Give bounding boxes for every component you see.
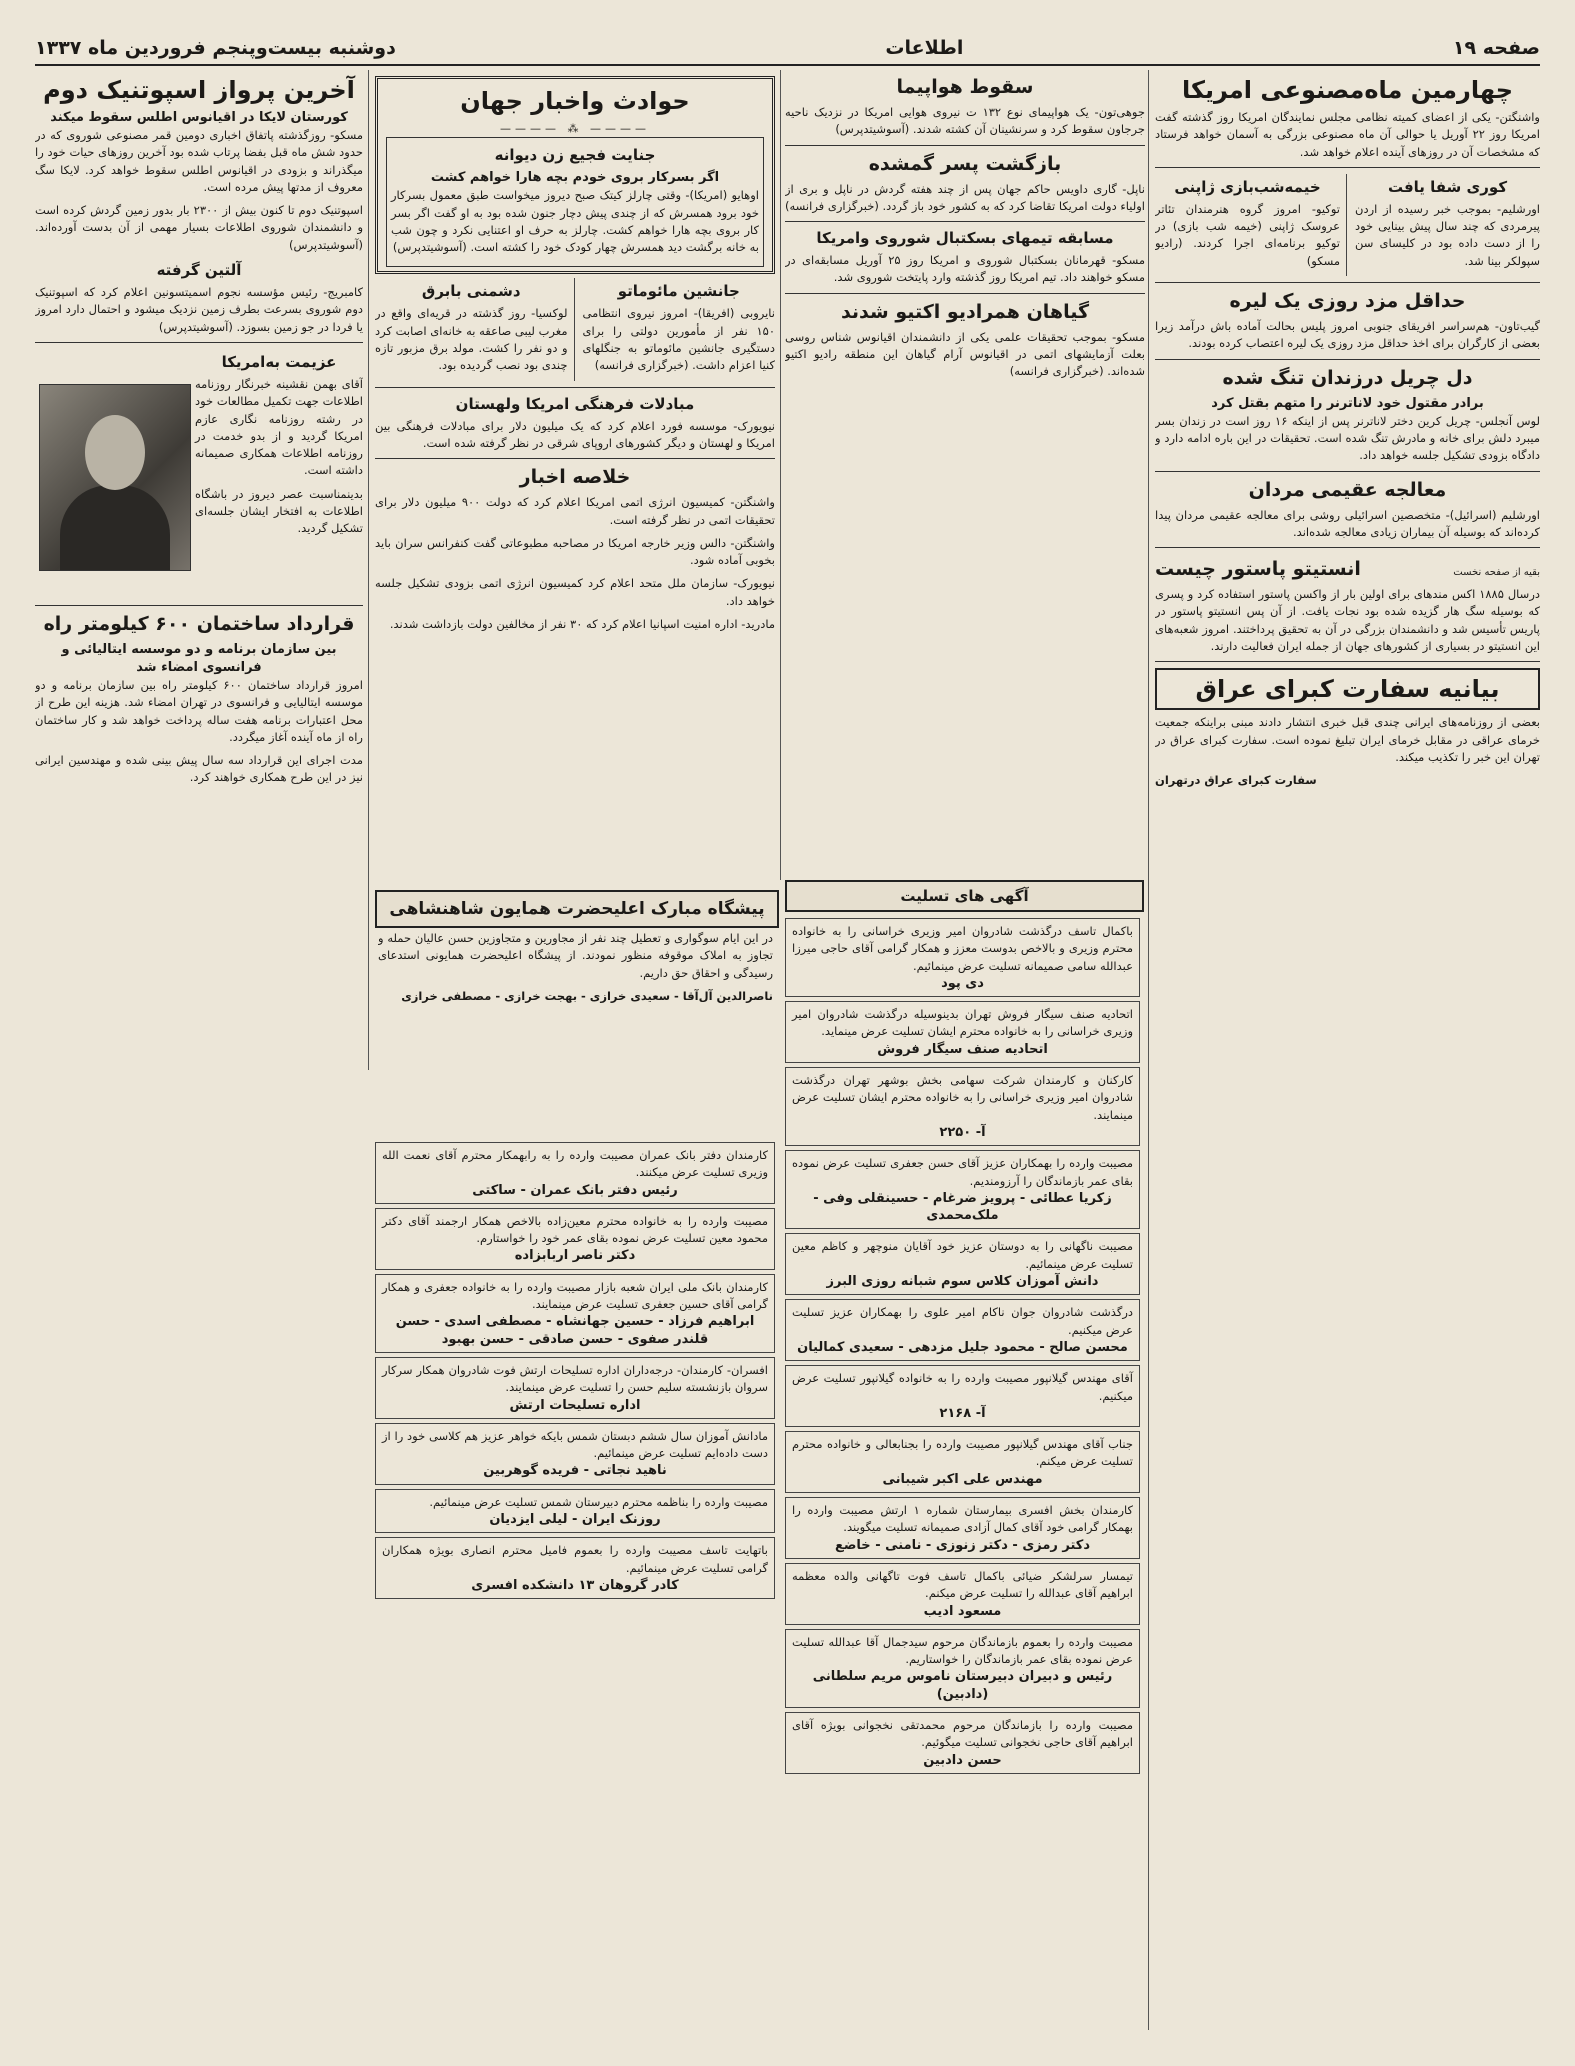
- left-column: [35, 72, 363, 2032]
- condolence-ad-signature: دکتر ناصر اربابزاده: [514, 1248, 636, 1264]
- subhead-road-contract: بین سازمان برنامه و دو موسسه ایتالیائی و فرانسوی امضاء شد: [61, 641, 337, 675]
- condolence-ad-text: اتحادیه صنف سیگار فروش تهران بدینوسیله درگذشت شادروان امیر وزیری خراسانی را به خانواده محترم ایشان تسلیت عرض مینماید.: [792, 1007, 1133, 1039]
- headline-sputnik: آخرین پرواز اسپوتنیک دوم: [43, 76, 355, 104]
- headline-lost-son: بازگشت پسر گمشده: [868, 152, 1062, 175]
- condolence-ad: [375, 1357, 775, 1419]
- condolence-ad-signature: آ- ۲۱۶۸: [939, 1405, 986, 1421]
- divider: [785, 293, 1145, 294]
- condolence-ad-signature: اتحادیه صنف سیگار فروش: [877, 1041, 1048, 1057]
- article-departure: آقای بهمن نقشینه خبرنگار روزنامه اطلاعات جهت تکمیل مطالعات خود در رشته روزنامه نگاری عازم امریکا گردید و از بدو خدمت در روزنامه اطلاعات همکاری صمیمانه داشته است.: [195, 376, 363, 478]
- condolence-ad-text: کارکنان و کارمندان شرکت سهامی بخش بوشهر تهران درگذشت شادروان امیر وزیری خراسانی را به خانواده محترم ایشان تسلیت عرض مینمایند.: [792, 1073, 1133, 1122]
- condolence-ad: [785, 1067, 1140, 1146]
- condolence-ad: [785, 1563, 1140, 1625]
- brief-mau-mau: [583, 278, 776, 380]
- issue-date: دوشنبه بیست‌وپنجم فروردین ماه ۱۳۳۷: [35, 37, 396, 59]
- condolence-ad: [785, 1497, 1140, 1559]
- condolence-ad: [375, 1489, 775, 1534]
- divider: [1155, 359, 1540, 360]
- condolence-ad: [785, 1299, 1140, 1361]
- news-column: [785, 72, 1145, 802]
- column-rule: [368, 70, 369, 1070]
- headline-pasteur: انستیتو پاستور چیست: [1155, 558, 1361, 581]
- divider: [35, 342, 363, 343]
- condolence-ad-signature: رئیس دفتر بانک عمران - ساکتی: [472, 1182, 678, 1198]
- iraq-signature: سفارت کبرای عراق درتهران: [1155, 773, 1317, 788]
- divider: [35, 605, 363, 606]
- headline-departure: عزیمت به‌امریکا: [221, 352, 337, 371]
- condolence-ad-signature: روزنک ایران - لیلی ایزدیان: [489, 1512, 661, 1528]
- divider: [1155, 167, 1540, 168]
- article-altin: کامبریج- رئیس مؤسسه نجوم اسمیتسونین اعلام کرد که اسپوتنیک دوم شوروی بسرعت بطرف زمین نزدیک میشود و احتمال دارد امروز یا فردا در جو زمین بسوزد. (آسوشیتدپرس): [35, 285, 363, 334]
- condolence-ad-signature: رئیس و دبیران دبیرستان ناموس مریم سلطانی (دادبین): [812, 1669, 1113, 1702]
- subhead-crime: اگر بسرکار بروی خودم بچه هارا خواهم کشت: [430, 170, 720, 186]
- divider: [785, 221, 1145, 222]
- condolence-ads-right: [785, 914, 1140, 2024]
- condolence-ad: [375, 1274, 775, 1353]
- article-basketball: مسکو- قهرمانان بسکتبال شوروی و امریکا روز ۲۵ آوریل مسابقه‌ای در مسکو خواهند داد. تیم امریکا روز گذشته وارد پایتخت شوروی شد.: [785, 253, 1145, 285]
- condolence-ad-text: مصیبت وارده را بازماندگان مرحوم محمدتقی نخجوانی بویژه آقای ابراهیم آقای حاجی نخجوانی تسلیت میگوئیم.: [792, 1717, 1133, 1750]
- article-road-contract: امروز قرارداد ساختمان ۶۰۰ کیلومتر راه بین سازمان برنامه و دو موسسه ایتالیایی و فرانسوی در تهران امضاء شد. هزینه این طرح از محل اعتبارات برنامه هفت ساله پرداخت خواهد شد و کار ساختمان راه از ماه آینده آغاز میگردد.: [35, 677, 363, 744]
- petition-banner: پیشگاه مبارک اعلیحضرت همایون شاهنشاهی: [375, 890, 779, 928]
- condolence-ad-signature: دی پود: [941, 975, 984, 991]
- headline-blind: کوری شفا یافت: [1387, 177, 1508, 196]
- condolence-ad-text: افسران- کارمندان- درجه‌داران اداره تسلیحات ارتش فوت شادروان همکار سرکار سروان بازنشسته سلیم حسن را تسلیت عرض مینمایند.: [382, 1362, 768, 1395]
- condolence-ad-text: باکمال تاسف درگذشت شادروان امیر وزیری خراسانی را به خانواده محترم وزیری و بالاخص بدوست معزز و همکار گرامی آقای حاجی میرزا عبدالله سامی صمیمانه تسلیت عرض مینمائیم.: [792, 924, 1133, 973]
- condolence-ads-left: [375, 1138, 775, 2024]
- condolence-ad: [785, 1712, 1140, 1774]
- subhead-sputnik: کورستان لایکا در اقیانوس اطلس سقوط میکند: [50, 110, 348, 125]
- divider: [1155, 471, 1540, 472]
- petition-text: در این ایام سوگواری و تعطیل چند نفر از مجاورین و متجاوزین حسن عالیان حمله و تجاوز به املاک موقوفه منظور نمودند. از پیشگاه اعلیحضرت همایونی استدعای رسیدگی و احقاق حق داریم.: [378, 931, 773, 980]
- condolence-ad-signature: ابراهیم فرزاد - حسین جهانشاه - مصطفی اسدی - حسن قلندر صفوی - حسن صادقی - حسن بهبود: [395, 1314, 755, 1347]
- column-rule: [1148, 70, 1149, 2030]
- brief-lightning: [375, 278, 575, 380]
- condolence-ad-signature: زکریا عطائی - پرویز ضرغام - حسینقلی وفی - ملک‌محمدی: [813, 1190, 1112, 1224]
- condolence-ad-text: باتهایت تاسف مصیبت وارده را بعموم فامیل محترم انصاری بویژه همکاران گرامی تسلیت عرض مینمائیم.: [382, 1543, 768, 1575]
- condolence-ad-text: مصیبت ناگهانی را به دوستان عزیز خود آقایان منوچهر و کاظم معین تسلیت عرض مینمائیم.: [792, 1239, 1133, 1271]
- portrait-face: [85, 415, 145, 490]
- condolence-ad-text: تیمسار سرلشکر ضیائی باکمال تاسف فوت تاگهانی والده معظمه ابراهیم آقای عبدالله را تسلیت عرض میکنم.: [792, 1568, 1133, 1601]
- article-cultural: نیویورک- موسسه فورد اعلام کرد که یک میلیون دلار برای مبادلات فرهنگی بین امریکا و لهستان و دیگر کشورهای اروپای شرقی در نظر گرفته شده است.: [375, 418, 775, 450]
- article-crime: اوهایو (امریکا)- وقتی چارلز کیتک صبح دیروز میخواست طبق معمول بسرکار خود برود همسرش که از چندی پیش دچار جنون شده بود به او گفت اگر بسر کار بروی بچه هارا خواهم کشت. چارلز به حرف او اعتنایی نکرد و چون شب به خانه برگشت دید همسرش چهار کودک خود را کشته است. (آسوشیتدپرس): [391, 188, 759, 255]
- condolence-ad-text: جناب آقای مهندس گیلانپور مصیبت وارده را بجنابعالی و خانواده محترم تسلیت عرض میکنم.: [792, 1437, 1133, 1469]
- page-header: [35, 32, 1540, 66]
- petition-body: [378, 930, 773, 1130]
- headline-cheryl: دل چریل درزندان تنگ شده: [1222, 366, 1473, 389]
- condolence-ad: [785, 1233, 1140, 1295]
- condolence-ad-text: کارمندان دفتر بانک عمران مصیبت وارده را به رابهمکار محترم آقای نعمت الله وزیری تسلیت عرض میکنند.: [382, 1148, 768, 1180]
- condolence-ad: [785, 1431, 1140, 1493]
- world-news-box: [375, 76, 775, 274]
- condolence-ad-text: مصیبت وارده را بناظمه محترم دبیرستان شمس تسلیت عرض مینمائیم.: [429, 1494, 768, 1509]
- condolence-ad: [375, 1142, 775, 1204]
- article-blind: اورشلیم- بموجب خبر رسیده از اردن پیرمردی که چند سال پیش بینایی خود را از دست داده بود در کلیسای سن سپولکر بینا شد.: [1355, 201, 1540, 268]
- condolence-ad: [785, 1629, 1140, 1708]
- page-number: صفحه ۱۹: [1452, 37, 1540, 59]
- headline-news-summary: خلاصه اخبار: [519, 466, 631, 489]
- condolence-ad: [375, 1537, 775, 1599]
- condolence-ad: [785, 1001, 1140, 1063]
- article-infertility: اورشلیم (اسرائیل)- متخصصین اسرائیلی روشی برای معالجه عقیمی مردان پیدا کرده‌اند که بوسیله آن بیماران زیادی معالجه شده‌اند.: [1155, 507, 1540, 539]
- petition-signatures: ناصرالدین آل‌آقا - سعیدی خرازی - بهجت خرازی - مصطفی خرازی: [401, 988, 773, 1003]
- two-briefs: [1155, 174, 1540, 276]
- condolence-ad-text: مصیبت وارده را بعموم بازماندگان مرحوم سیدجمال آقا عبدالله تسلیت عرض نموده بقای عمر بازماندگان را خواستاریم.: [792, 1634, 1133, 1667]
- headline-cultural: مبادلات فرهنگی امریکا ولهستان: [455, 394, 695, 413]
- summary-item: مادرید- اداره امنیت اسپانیا اعلام کرد که ۳۰ نفر از مخالفین دولت بازداشت شدند.: [389, 617, 775, 632]
- article-departure-2: بدینمناسبت عصر دیروز در باشگاه اطلاعات به افتخار ایشان جلسه‌ای تشکیل گردید.: [195, 486, 363, 536]
- departure-text: [195, 349, 363, 544]
- article-lost-son: ناپل- گاری داویس حاکم جهان پس از چند هفته گردش در ناپل و بری از اولیاء دولت امریکا تقاضا کرد که به کشور خود باز گردد. (خبرگزاری فرانسه): [785, 181, 1145, 213]
- condolence-ad-signature: دکتر رمزی - دکتر زنوزی - نامنی - خاضع: [834, 1537, 1091, 1553]
- summary-item: نیویورک- سازمان ملل متحد اعلام کرد کمیسیون انرژی اتمی بزودی تشکیل جلسه خواهد داد.: [375, 576, 775, 608]
- brief-blind: [1355, 174, 1540, 276]
- article-plane-crash: جوهی‌تون- یک هواپیمای نوع ۱۳۲ ت نیروی هوایی امریکا در نزدیک ناحیه جرجاون سقوط کرد و سرنشینان آن کشته شدند. (آسوشیتدپرس): [785, 105, 1145, 137]
- brief-puppet: [1155, 174, 1347, 276]
- headline-world-news: حوادث واخبار جهان: [460, 87, 690, 115]
- article-puppet: توکیو- امروز گروه هنرمندان تئاتر عروسک ژاپنی (خیمه شب بازی) در توکیو برنامه‌ای اجرا کردند. (رادیو مسکو): [1155, 201, 1340, 268]
- headline-iraq: بیانیه سفارت کبرای عراق: [1155, 668, 1540, 710]
- condolence-ad-signature: اداره تسلیحات ارتش: [509, 1397, 641, 1413]
- condolence-ad-signature: ناهید نجاتی - فریده گوهربین: [483, 1463, 667, 1479]
- article-road-contract-2: مدت اجرای این قرارداد سه سال پیش بینی شده و مهندسین ایرانی نیز در این طرح همکاری خواهند کرد.: [35, 753, 363, 785]
- continued-note: بقیه از صفحه نخست: [1453, 567, 1540, 579]
- headline-plane-crash: سقوط هواپیما: [896, 76, 1034, 98]
- condolence-ads-title: آگهی های تسلیت: [785, 880, 1144, 912]
- condolence-ad: [375, 1423, 775, 1485]
- headline-altin: آلتین گرفته: [156, 261, 242, 280]
- headline-basketball: مسابقه تیمهای بسکتبال شوروی وامریکا: [816, 229, 1114, 248]
- brief-pair: [375, 278, 775, 380]
- paper-title: اطلاعات: [885, 37, 964, 59]
- article-mau-mau: نایروبی (افریقا)- امروز نیروی انتظامی ۱۵۰ نفر از مأمورین دولتی را برای دستگیری جانشین مائوماتو به جنگلهای کنیا اعزام داشت. (خبرگزاری فرانسه): [582, 306, 775, 373]
- headline-wage: حداقل مزد روزی یک لیره: [1229, 290, 1466, 313]
- right-column: [1155, 72, 1540, 2032]
- headline-radioactive-plants: گیاهان همرادیو اکتیو شدند: [840, 300, 1090, 323]
- subhead-cheryl: برادر مقتول خود لاناترنر را متهم بقتل کرد: [1211, 395, 1484, 411]
- condolence-ad: [785, 1150, 1140, 1229]
- headline-road-contract: قرارداد ساختمان ۶۰۰ کیلومتر راه: [43, 612, 355, 635]
- headline-lightning: دشمنی بابرق: [421, 282, 521, 301]
- condolence-ad-text: کارمندان بانک ملی ایران شعبه بازار مصیبت وارده را به خانواده جعفری و همکار گرامی آقای حسین جعفری تسلیت عرض مینمایند.: [382, 1279, 768, 1312]
- summary-item: واشنگتن- دالس وزیر خارجه امریکا در مصاحبه مطبوعاتی گفت کنفرانس سران باید بخوبی آماده شود.: [375, 535, 775, 568]
- article-lightning: لوکسیا- روز گذشته در قریه‌ای واقع در مغرب لیبی صاعقه به خانه‌ای اصابت کرد و دو نفر را کشت. مولد برق مزبور تازه چندی بود نصب گردیده بود.: [375, 306, 568, 373]
- divider: [375, 458, 775, 459]
- condolence-ad: [785, 1365, 1140, 1427]
- divider: [785, 145, 1145, 146]
- departure-notice: [35, 349, 363, 599]
- headline-crime: جنایت فجیع زن دیوانه: [494, 146, 656, 165]
- condolence-ad-signature: آ- ۲۲۵۰: [939, 1124, 986, 1140]
- condolence-ad-signature: مهندس علی اکبر شیبانی: [882, 1471, 1043, 1487]
- article-satellite: واشنگتن- یکی از اعضای کمیته نظامی مجلس نمایندگان امریکا روز گذشته گفت امریکا روز ۲۲ آوریل یا حوالی آن ماه مصنوعی بزرگی به آسمان خواهد فرستاد که مشخصات آن در روزهای آینده اعلام خواهد شد.: [1155, 110, 1540, 159]
- condolence-ad-text: مصیبت وارده را به خانواده محترم معین‌زاده بالاخص همکار ارجمند آقای دکتر محمود معین تسلیت عرض نموده بقای عمر خود را خواستارم.: [382, 1213, 768, 1246]
- condolence-ad-text: کارمندان بخش افسری بیمارستان شماره ۱ ارتش مصیبت وارده را بهمکار گرامی خود آقای کمال آزادی صمیمانه تسلیت میگویند.: [792, 1503, 1134, 1535]
- condolence-ad-signature: دانش آموزان کلاس سوم شبانه روزی البرز: [826, 1274, 1099, 1290]
- divider: [375, 387, 775, 388]
- condolence-ad-signature: حسن دادبین: [923, 1752, 1002, 1768]
- divider: [1155, 282, 1540, 283]
- headline-mau-mau: جانشین مائوماتو: [617, 282, 740, 301]
- condolence-ad-text: آقای مهندس گیلانپور مصیبت وارده را به خانواده گیلانپور تسلیت عرض میکنیم.: [792, 1371, 1133, 1403]
- divider: [1155, 661, 1540, 662]
- portrait-photo: [39, 384, 191, 571]
- condolence-ad-signature: کادر گروهان ۱۳ دانشکده افسری: [471, 1577, 679, 1593]
- article-cheryl: لوس آنجلس- چریل کرین دختر لاناترنر پس از اینکه ۱۶ روز است در زندان بسر میبرد دلش برای خانه و مادرش تنگ شده است. تحقیقات در این باره ادامه دارد و دادگاه بزودی تشکیل جلسه خواهد داد.: [1155, 413, 1540, 463]
- article-sputnik-2: اسپوتنیک دوم تا کنون بیش از ۲۳۰۰ بار بدور زمین گردش کرده است و دانشمندان شوروی اطلاعات بسیار مهمی از آن بدست آورده‌اند. (آسوشیتدپرس): [35, 203, 363, 252]
- ornament: ———— ⁂ ————: [500, 122, 650, 135]
- condolence-ad-signature: محسن صالح - محمود جلیل مزدهی - سعیدی کمالیان: [797, 1339, 1128, 1355]
- portrait-body: [60, 485, 170, 570]
- headline-satellite: چهارمین ماه‌مصنوعی امریکا: [1182, 76, 1513, 104]
- article-sputnik: مسکو- روزگذشته پاتفاق اخباری دومین قمر مصنوعی شوروی که در حدود شش ماه قبل بفضا پرتاب شده بود آخرین روزهای حیات خود را میگذراند و بزودی در اقیانوس اطلس سقوط خواهد کرد. لایکا سگ معروف از مدتها پیش مرده است.: [35, 128, 363, 194]
- divider: [1155, 547, 1540, 548]
- summary-item: واشنگتن- کمیسیون انرژی اتمی امریکا اعلام کرد که دولت ۹۰۰ میلیون دلار برای تحقیقات اتمی در نظر گرفته است.: [375, 495, 775, 527]
- crime-story-box: [386, 137, 764, 267]
- condolence-ad-signature: مسعود ادیب: [923, 1603, 1002, 1619]
- condolence-ad-text: مادانش آموزان سال ششم دبستان شمس بایکه خواهر عزیز هم کلاسی خود را از دست داده‌ایم تسلیت عرض مینمائیم.: [382, 1428, 768, 1461]
- column-rule: [780, 70, 781, 880]
- headline-infertility: معالجه عقیمی مردان: [1248, 478, 1447, 501]
- condolence-ad-text: درگذشت شادروان جوان ناکام امیر علوی را بهمکاران عزیز تسلیت عرض میکنیم.: [792, 1305, 1133, 1337]
- pasteur-heading-row: [1155, 554, 1540, 586]
- condolence-ad: [375, 1208, 775, 1270]
- article-wage: گیب‌تاون- هم‌سراسر افریقای جنوبی امروز پلیس بحالت آماده باش درآمد زیرا بعضی از کارگران برای اخذ حداقل مزد روزی یک لیره اعتصاب کرده بودند.: [1155, 319, 1540, 351]
- article-radioactive-plants: مسکو- بموجب تحقیقات علمی یکی از دانشمندان اقیانوس شناس روسی بعلت آزمایشهای اتمی در اقیانوس آرام گیاهان این منطقه رادیو اکتیو شده‌اند. (خبرگزاری فرانسه): [785, 329, 1145, 379]
- headline-puppet: خیمه‌شب‌بازی ژاپنی: [1174, 177, 1321, 196]
- article-iraq: بعضی از روزنامه‌های ایرانی چندی قبل خبری انتشار دادند مبنی براینکه جمعیت خرمای عراقی در مقابل خرمای ایران تبلیغ نموده است. سفارت کبرای عراق در تهران این خبر را تکذیب میکند.: [1155, 715, 1540, 764]
- condolence-ad-text: مصیبت وارده را بهمکاران عزیز آقای حسن جعفری تسلیت عرض نموده بقای عمر بازماندگان را آرزومندیم.: [792, 1156, 1133, 1188]
- center-news-column: [375, 72, 775, 887]
- article-pasteur: درسال ۱۸۸۵ اکس مندهای برای اولین بار از واکسن پاستور استفاده کرد و پسری که بوسیله سگ هار گزیده شده بود نجات یافت. از آن پس انستیتو پاستور در پاریس تأسیس شد و دانشمندان بزرگی در آن به تحقیق پرداختند. امروز شعبه‌های این انستیتو در بسیاری از کشورهای جهان از جمله ایران فعالیت دارند.: [1155, 587, 1540, 654]
- condolence-ad: [785, 918, 1140, 997]
